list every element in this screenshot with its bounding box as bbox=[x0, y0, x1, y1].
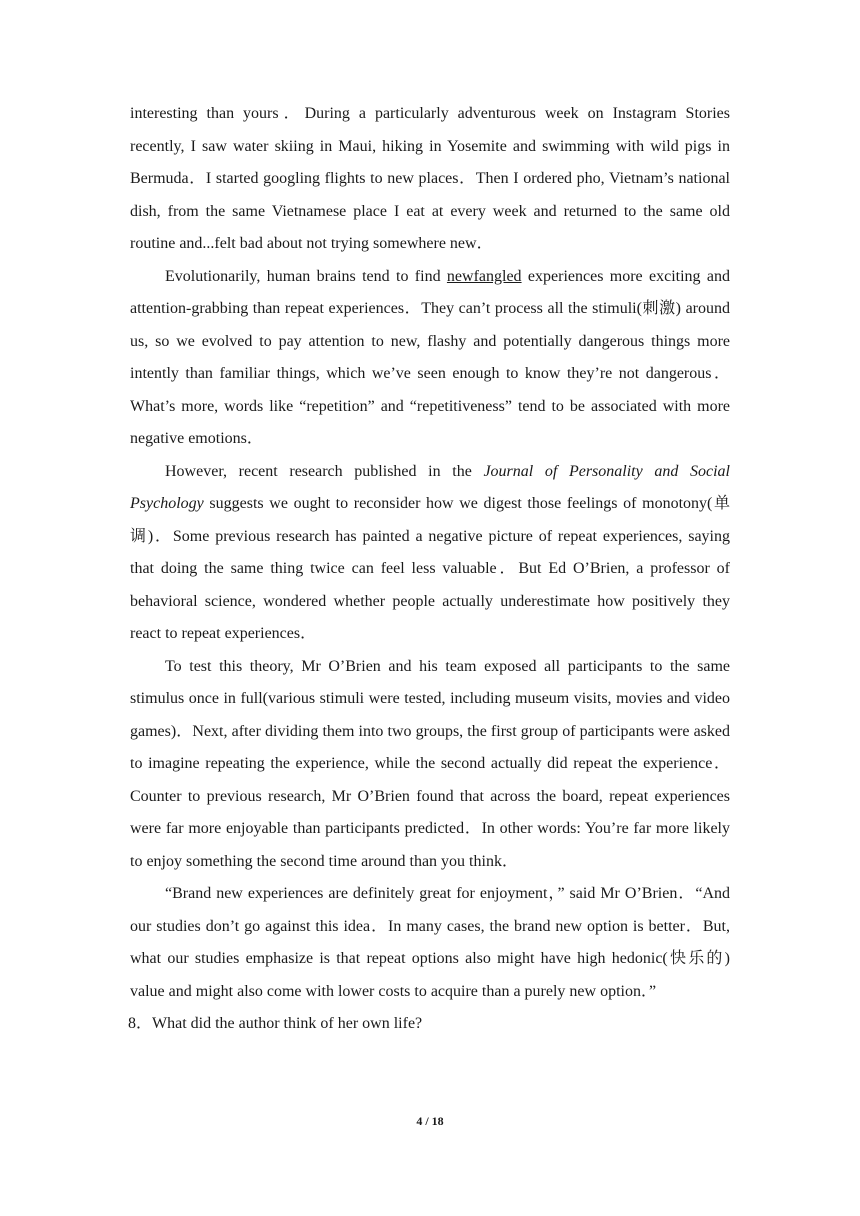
document-body bbox=[130, 98, 730, 1041]
paragraph-text: Evolutionarily, human brains tend to find bbox=[165, 267, 447, 285]
paragraph-4 bbox=[130, 651, 730, 879]
underlined-word: newfangled bbox=[446, 267, 522, 285]
paragraph-3 bbox=[130, 456, 730, 651]
paragraph-text: However, recent research published in the bbox=[165, 462, 484, 480]
paragraph-text: interesting than yours．During a particularly adventurous week on Instagram Stories recently, I saw water skiing in Maui, hiking in Yosemite and swimming with wild pigs in Bermuda．I started googling flights to new places．Then I ordered pho, Vietnam’s national dish, from the same Vietnamese place I eat at every week and returned to the same old routine and...felt bad about not trying somewhere new． bbox=[130, 105, 730, 252]
paragraph-text: suggests we ought to reconsider how we digest those feelings of monotony(单调)．Some previous research has painted a negative picture of repeat experiences, saying that doing the same thing twice can feel less valuable．But Ed O’Brien, a professor of behavioral science, wondered whether people actually underestimate how positively they react to repeat experiences． bbox=[130, 495, 730, 642]
paragraph-text: “Brand new experiences are definitely great for enjoyment，” said Mr O’Brien．“And our studies don’t go against this idea．In many cases, the brand new option is better．But, what our studies emphasize is that repeat options also might have high hedonic(快乐的) value and might also come with lower costs to acquire than a purely new option．” bbox=[130, 885, 730, 1000]
journal-title: Journal of Personality and Social Psychology bbox=[130, 462, 731, 512]
question-text: 8．What did the author think of her own life? bbox=[128, 1015, 423, 1032]
paragraph-text: To test this theory, Mr O’Brien and his team exposed all participants to the same stimulus once in full(various stimuli were tested, including museum visits, movies and video games)．Next, after dividing them into two groups, the first group of participants were asked to imagine repeating the experience, while the second actually did repeat the experience．Counter to previous research, Mr O’Brien found that across the board, repeat experiences were far more enjoyable than participants predicted．In other words: You’re far more likely to enjoy something the second time around than you think． bbox=[130, 657, 731, 870]
page-number: 4 / 18 bbox=[416, 1114, 444, 1128]
paragraph-text: experiences more exciting and attention-grabbing than repeat experiences．They can’t process all the stimuli(刺激) around us, so we evolved to pay attention to new, flashy and potentially dangerous things more intently than familiar things, which we’ve seen enough to know they’re not dangerous．What’s more, words like “repetition” and “repetitiveness” tend to be associated with more negative emotions． bbox=[130, 267, 730, 447]
paragraph-2 bbox=[130, 261, 730, 456]
question-8 bbox=[128, 1008, 730, 1041]
paragraph-1 bbox=[130, 98, 730, 261]
paragraph-5 bbox=[130, 878, 730, 1008]
